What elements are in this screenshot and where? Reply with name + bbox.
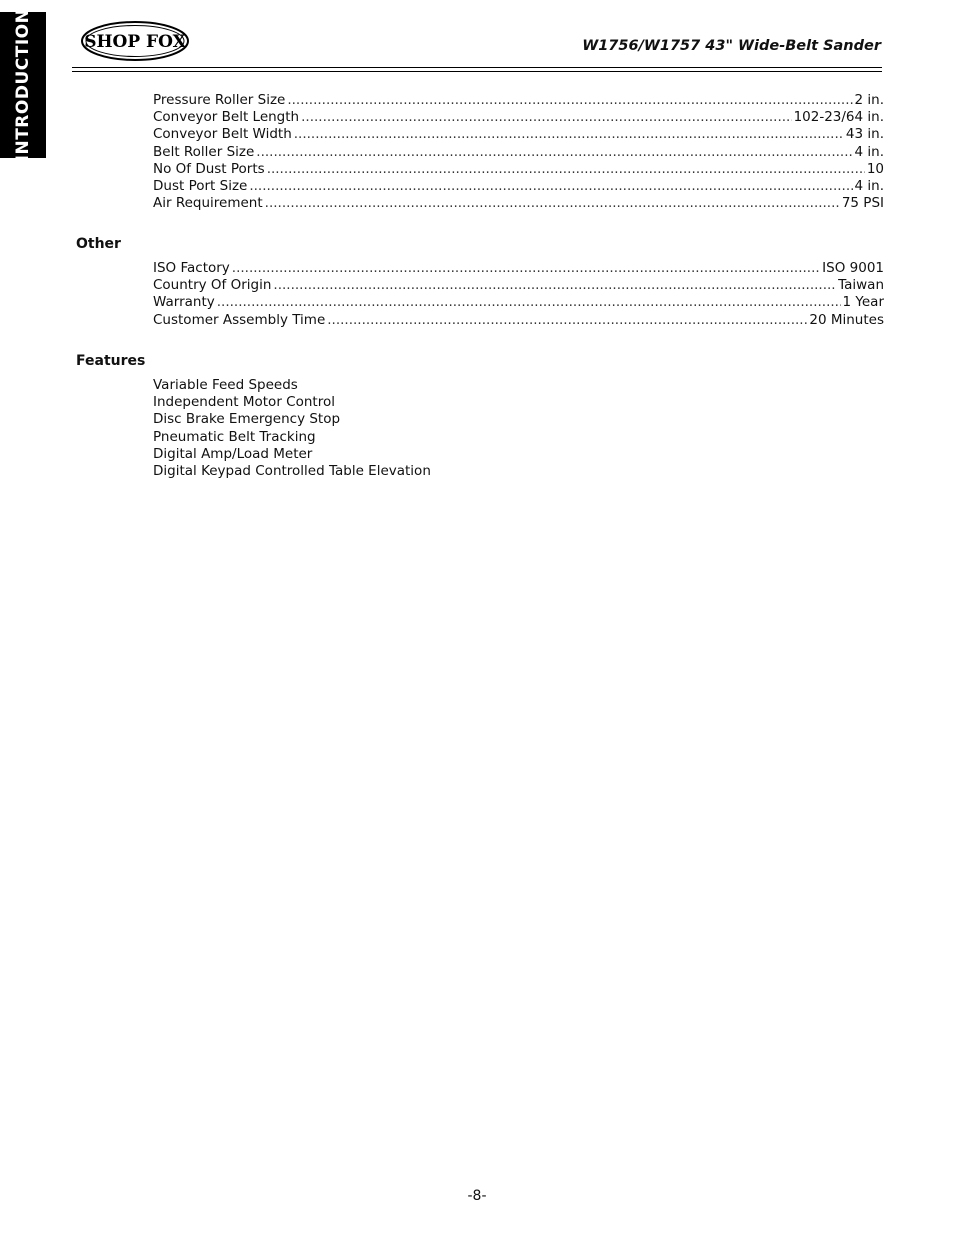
spec-row: Country Of Origin ..... Taiwan [153,277,884,294]
other-spec-list [153,260,884,329]
spec-row: Warranty ..... 1 Year [153,294,884,311]
spec-row: Conveyor Belt Length ..... 102-23/64 in. [153,109,884,126]
spec-row: Belt Roller Size ..... 4 in. [153,144,884,161]
list-item: Digital Keypad Controlled Table Elevation [153,462,431,479]
features-heading: Features [76,353,146,369]
spec-row: No Of Dust Ports ..... 10 [153,161,884,178]
svg-text:SHOP FOX: SHOP FOX [84,32,186,52]
features-list [153,377,431,480]
header-rule [72,67,882,68]
section-side-tab [0,8,46,162]
spec-list-continued [153,92,884,212]
list-item: Pneumatic Belt Tracking [153,428,316,445]
list-item: Independent Motor Control [153,394,335,411]
spec-row: Dust Port Size ..... 4 in. [153,178,884,195]
spec-row: ISO Factory ..... ISO 9001 [153,260,884,277]
side-tab-label: INTRODUCTION [13,8,33,162]
header-rule-secondary [72,71,882,72]
spec-row: Pressure Roller Size ..... 2 in. [153,92,884,109]
list-item: Digital Amp/Load Meter [153,445,313,462]
shop-fox-logo [80,20,190,62]
list-item: Variable Feed Speeds [153,377,298,393]
spec-row: Customer Assembly Time ..... 20 Minutes [153,312,884,329]
spec-row: Conveyor Belt Width ..... 43 in. [153,126,884,143]
other-heading: Other [76,236,121,252]
spec-row: Air Requirement ..... 75 PSI [153,195,884,212]
page-number: -8- [467,1188,487,1204]
document-title: W1756/W1757 43" Wide-Belt Sander [582,38,881,54]
list-item: Disc Brake Emergency Stop [153,411,341,428]
